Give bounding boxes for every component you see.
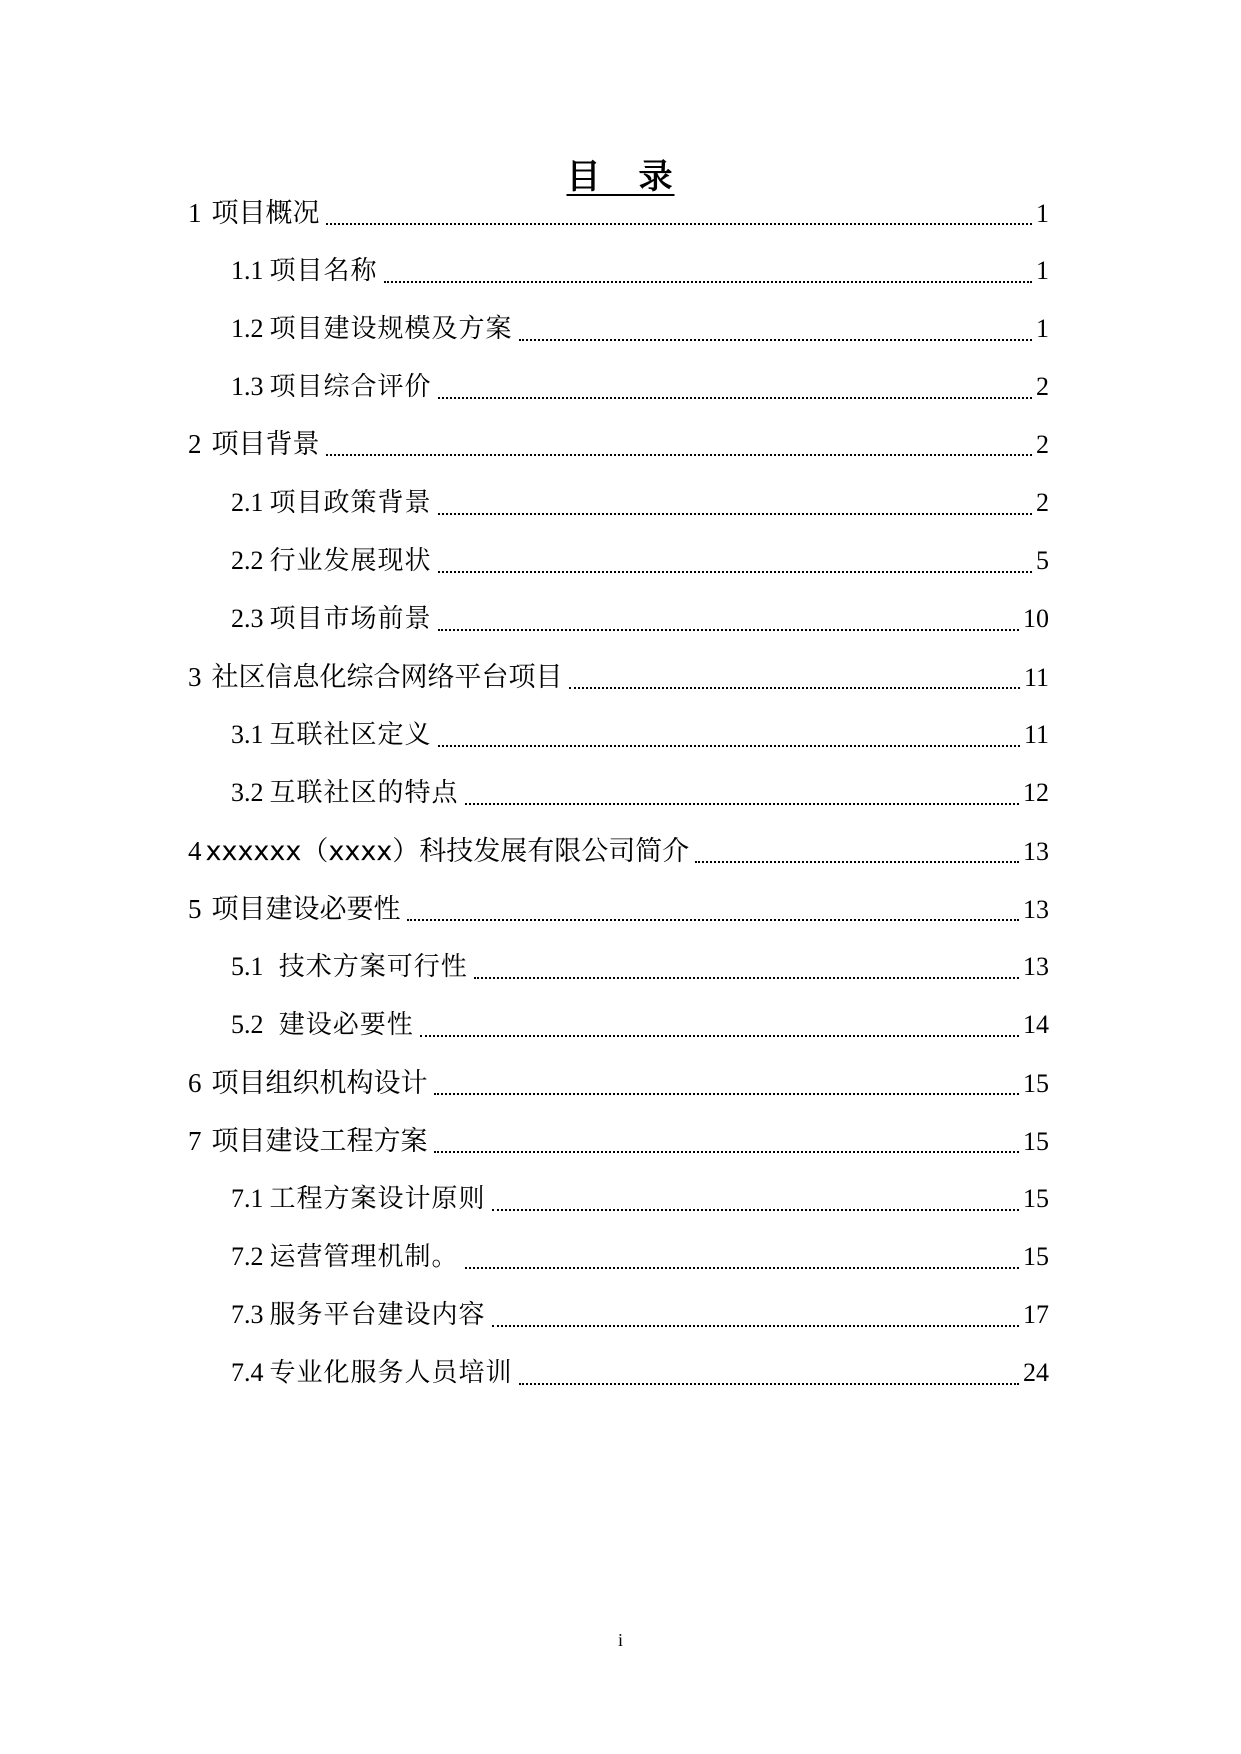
toc-entry-title: 项目综合评价 [269,372,432,402]
toc-entry-page: 13 [1023,895,1049,924]
toc-entry-title: 互联社区的特点 [269,778,459,808]
toc-entry-page: 15 [1023,1184,1049,1213]
toc-entry-number: 7.1 [231,1184,264,1213]
toc-entry-title: xxxxxx（xxxx）科技发展有限公司简介 [205,836,690,867]
toc-entry-2-1[interactable] [231,483,1049,523]
toc-entry-page: 13 [1023,837,1049,866]
toc-entry-title: 社区信息化综合网络平台项目 [211,662,563,693]
toc-entry-title: 建设必要性 [269,1010,414,1040]
dot-leader [465,803,1019,805]
dot-leader [474,977,1019,979]
toc-entry-title: 行业发展现状 [269,546,432,576]
dot-leader [465,1267,1019,1269]
toc-entry-5[interactable] [188,889,1049,929]
toc-entry-page: 12 [1023,778,1049,807]
toc-entry-title: 运营管理机制。 [269,1242,459,1272]
toc-entry-page: 13 [1023,952,1049,981]
toc-entry-7-3[interactable] [231,1295,1049,1335]
toc-entry-title: 项目组织机构设计 [211,1068,428,1099]
toc-entry-1[interactable] [188,193,1049,233]
toc-entry-page: 15 [1023,1127,1049,1156]
toc-entry-number: 4 [188,836,202,866]
dot-leader [326,454,1033,456]
dot-leader [407,919,1020,921]
toc-entry-4[interactable] [188,831,1049,871]
dot-leader [519,1383,1019,1385]
dot-leader [438,629,1019,631]
toc-entry-number: 6 [188,1068,202,1098]
toc-entry-number: 1.3 [231,372,264,401]
toc-entry-number: 1.1 [231,256,264,285]
toc-entry-title: 项目背景 [211,429,320,460]
toc-entry-3[interactable] [188,657,1049,697]
toc-entry-7-2[interactable] [231,1237,1049,1277]
toc-entry-1-2[interactable] [231,309,1049,349]
toc-entry-title: 技术方案可行性 [269,952,468,982]
toc-entry-1-1[interactable] [231,251,1049,291]
toc-entry-2-3[interactable] [231,599,1049,639]
toc-entry-page: 2 [1036,430,1049,459]
toc-entry-number: 3.2 [231,778,264,807]
dot-leader [492,1209,1019,1211]
toc-entry-1-3[interactable] [231,367,1049,407]
toc-entry-number: 5 [188,894,202,924]
toc-entry-number: 3.1 [231,720,264,749]
toc-entry-number: 7.4 [231,1358,264,1387]
dot-leader [438,513,1032,515]
toc-entry-number: 1 [188,198,202,228]
toc-entry-number: 2.2 [231,546,264,575]
toc-entry-number: 2.1 [231,488,264,517]
page-title-text: 目 录 [566,157,675,197]
toc-entry-page: 14 [1023,1010,1049,1039]
toc-entry-page: 1 [1036,199,1049,228]
dot-leader [438,745,1020,747]
toc-entry-page: 2 [1036,372,1049,401]
toc-entry-number: 1.2 [231,314,264,343]
dot-leader [519,339,1032,341]
toc-entry-page: 15 [1023,1242,1049,1271]
toc-entry-number: 3 [188,662,202,692]
toc-entry-page: 1 [1036,314,1049,343]
toc-entry-3-1[interactable] [231,715,1049,755]
dot-leader [438,571,1032,573]
toc-entry-title: 互联社区定义 [269,720,432,750]
toc-entry-title: 项目建设工程方案 [211,1126,428,1157]
toc-entry-6[interactable] [188,1063,1049,1103]
toc-entry-number: 7 [188,1126,202,1156]
dot-leader [434,1093,1020,1095]
toc-entry-title: 项目名称 [269,256,378,286]
toc-entry-title: 工程方案设计原则 [269,1184,486,1214]
dot-leader [438,397,1032,399]
toc-entry-5-1[interactable] [231,947,1049,987]
toc-entry-title: 项目建设规模及方案 [269,314,513,344]
toc-entry-number: 7.2 [231,1242,264,1271]
toc-entry-2[interactable] [188,424,1049,464]
dot-leader [434,1151,1020,1153]
dot-leader [384,281,1032,283]
toc-entry-title: 服务平台建设内容 [269,1300,486,1330]
toc-entry-page: 5 [1036,546,1049,575]
toc-entry-number: 5.1 [231,952,264,981]
toc-entry-page: 2 [1036,488,1049,517]
toc-entry-page: 1 [1036,256,1049,285]
dot-leader [695,861,1019,863]
page-number: i [617,1630,623,1650]
toc-entry-7[interactable] [188,1121,1049,1161]
toc-entry-number: 2.3 [231,604,264,633]
toc-entry-page: 11 [1023,720,1049,749]
toc-entry-7-1[interactable] [231,1179,1049,1219]
toc-entry-title: 项目概况 [211,198,320,229]
toc-entry-page: 24 [1023,1358,1049,1387]
dot-leader [326,223,1033,225]
dot-leader [569,687,1020,689]
toc-entry-page: 11 [1023,663,1049,692]
toc-entry-number: 2 [188,429,202,459]
toc-entry-page: 15 [1023,1069,1049,1098]
toc-entry-title: 专业化服务人员培训 [269,1358,513,1388]
toc-entry-title: 项目市场前景 [269,604,432,634]
toc-entry-number: 7.3 [231,1300,264,1329]
toc-entry-5-2[interactable] [231,1005,1049,1045]
toc-entry-page: 10 [1023,604,1049,633]
dot-leader [492,1325,1019,1327]
toc-entry-number: 5.2 [231,1010,264,1039]
toc-entry-title: 项目建设必要性 [211,894,401,925]
toc-entry-page: 17 [1023,1300,1049,1329]
toc-entry-title: 项目政策背景 [269,488,432,518]
toc-entry-7-4[interactable] [231,1353,1049,1393]
toc-entry-3-2[interactable] [231,773,1049,813]
dot-leader [420,1035,1019,1037]
toc-entry-2-2[interactable] [231,541,1049,581]
